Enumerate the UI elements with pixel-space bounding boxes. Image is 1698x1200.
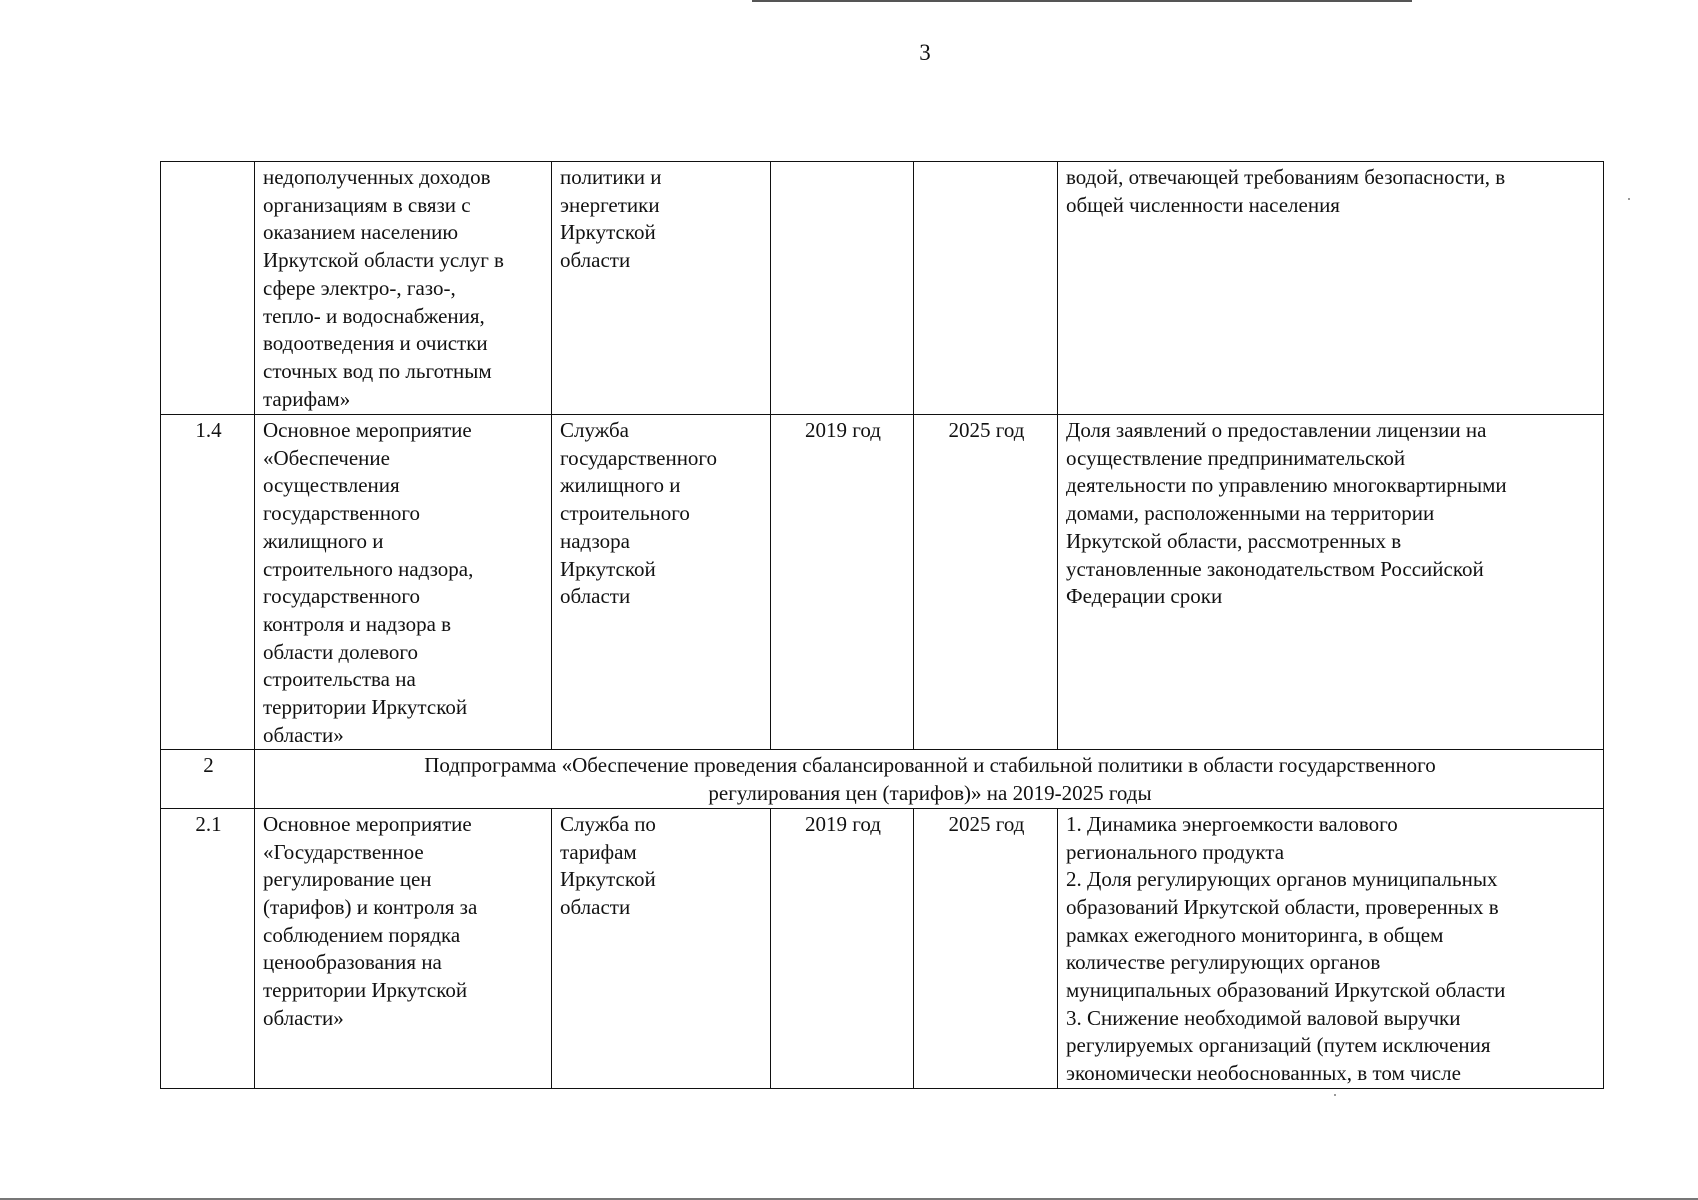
responsible-cell: политики и энергетики Иркутской области <box>552 162 771 415</box>
table-row <box>161 162 1604 415</box>
end-year-cell <box>914 162 1058 415</box>
end-year-cell: 2025 год <box>914 415 1058 750</box>
indicators-cell: 1. Динамика энергоемкости валового регионального продукта 2. Доля регулирующих органов муниципальных образований Иркутской области, проверенных в рамках ежегодного мониторинга, в общем количестве регулирующих органов муниципальных образований Иркутской области 3. Снижение необходимой валовой выручки регулируемых организаций (путем исключения экономически необоснованных, в том числе <box>1058 808 1604 1088</box>
start-year-cell <box>771 162 914 415</box>
program-activities-table <box>160 161 1604 1089</box>
table-row <box>161 808 1604 1088</box>
table-row <box>161 415 1604 750</box>
activity-cell: недополученных доходов организациям в связи с оказанием населению Иркутской области услуг в сфере электро-, газо-, тепло- и водоснабжения, водоотведения и очистки сточных вод по льготным тарифам» <box>255 162 552 415</box>
responsible-cell: Служба по тарифам Иркутской области <box>552 808 771 1088</box>
start-year-cell: 2019 год <box>771 415 914 750</box>
row-number-cell: 1.4 <box>161 415 255 750</box>
top-scan-rule <box>752 0 1412 2</box>
indicators-cell: Доля заявлений о предоставлении лицензии на осуществление предпринимательской деятельности по управлению многоквартирными домами, расположенными на территории Иркутской области, рассмотренных в установленные законодательством Российской Федерации сроки <box>1058 415 1604 750</box>
row-number-cell: 2.1 <box>161 808 255 1088</box>
subprogram-row <box>161 750 1604 808</box>
activity-cell: Основное мероприятие «Обеспечение осуществления государственного жилищного и строительного надзора, государственного контроля и надзора в области долевого строительства на территории Иркутской области» <box>255 415 552 750</box>
page-number: 3 <box>919 40 931 65</box>
indicators-cell: водой, отвечающей требованиям безопасности, в общей численности населения <box>1058 162 1604 415</box>
activity-cell: Основное мероприятие «Государственное регулирование цен (тарифов) и контроля за соблюдением порядка ценообразования на территории Иркутской области» <box>255 808 552 1088</box>
scan-speck <box>1628 198 1630 200</box>
start-year-cell: 2019 год <box>771 808 914 1088</box>
row-number-cell <box>161 162 255 415</box>
responsible-cell: Служба государственного жилищного и строительного надзора Иркутской области <box>552 415 771 750</box>
end-year-cell: 2025 год <box>914 808 1058 1088</box>
subprogram-title: Подпрограмма «Обеспечение проведения сбалансированной и стабильной политики в области государственного регулирования цен (тарифов)» на 2019-2025 годы <box>255 750 1604 808</box>
subprogram-number-cell: 2 <box>161 750 255 808</box>
scan-speck <box>1334 1094 1336 1096</box>
